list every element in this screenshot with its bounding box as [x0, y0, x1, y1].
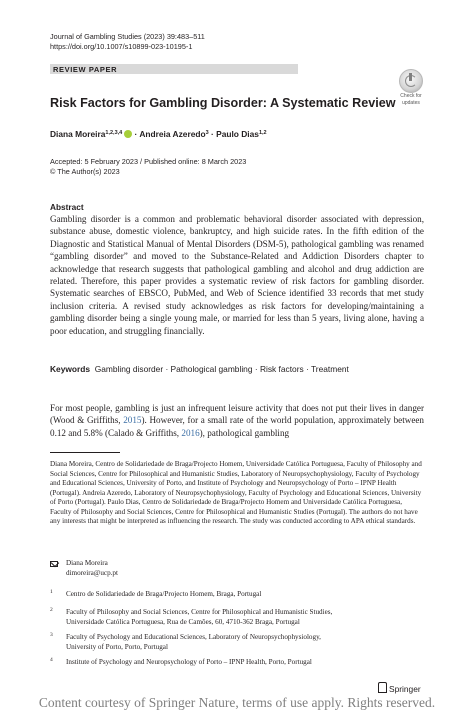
author-list	[50, 128, 267, 140]
envelope-icon	[50, 561, 58, 567]
footnote-line: University of Porto, Porto, Portugal	[66, 642, 168, 651]
journal-doi[interactable]: https://doi.org/10.1007/s10899-023-10195-1	[50, 42, 193, 51]
courtesy-notice: Content courtesy of Springer Nature, terms of use apply. Rights reserved.	[38, 695, 436, 710]
author-affiliation-marks: 3	[205, 130, 209, 136]
contact-email[interactable]: dimoreira@ucp.pt	[66, 568, 118, 577]
footnote-number: 1	[50, 589, 53, 595]
footnote-line: Universidade Católica Portuguesa, Rua de Camões, 60, 4710-362 Braga, Portugal	[66, 617, 300, 626]
citation-link[interactable]: 2015	[123, 415, 142, 426]
corresponding-author	[66, 559, 118, 578]
footnote-number: 3	[50, 632, 53, 638]
footnote-text	[66, 608, 424, 627]
author-name[interactable]: Paulo Dias	[216, 129, 259, 139]
footnote-line: Institute of Psychology and Neuropsychology of Porto – IPNP Health, Porto, Portugal	[66, 658, 312, 666]
footnote-text	[66, 633, 424, 652]
abstract-text: Gambling disorder is a common and problematic behavioral disorder associated with depression, substance abuse, domestic violence, bankruptcy, and high suicide rates. In the fifth edition of the Diagnostic and Statistical Manual of Mental Disorders (DSM-5), pathological gambling was renamed “gambling disorder” and moved to the Substance-Related and Addiction Disorders chapter to acknowledge that research suggests that pathological gambling and alcohol and drug addiction are related. Therefore, this paper provides a systematic review of risk factors for gambling disorder. Systematic searches of EBSCO, PubMed, and Web of Science identified 33 records that met study inclusion criteria. A revised study acknowledges as risk factors for developing/maintaining a gambling disorder being a single young male, or married for less than 5 years, living alone, having a poor education, and struggling financially.	[50, 214, 424, 336]
footnote-line: Centro de Solidariedade de Braga/Projecto Homem, Braga, Portugal	[66, 590, 262, 598]
springer-horse-icon	[378, 682, 387, 693]
footnote-number: 2	[50, 607, 53, 613]
accepted-published-dates: Accepted: 5 February 2023 / Published online: 8 March 2023	[50, 157, 247, 166]
author-affiliation-marks: 1,2,3,4	[105, 130, 123, 136]
footnote-number: 4	[50, 657, 53, 663]
author-separator: ·	[132, 129, 140, 139]
badge-line-1: Check for	[400, 93, 422, 99]
footnote-line: Faculty of Philosophy and Social Sciences, Centre for Philosophical and Humanistic Studies,	[66, 608, 333, 616]
publication-dates	[50, 157, 246, 177]
journal-citation: Journal of Gambling Studies (2023) 39:483–511	[50, 32, 205, 41]
footnote-divider	[50, 452, 120, 453]
author-separator: ·	[208, 129, 217, 139]
keywords	[50, 363, 349, 375]
keywords-list: Gambling disorder · Pathological gambling · Risk factors · Treatment	[94, 364, 349, 374]
publisher-name: Springer	[389, 684, 421, 694]
body-paragraph	[50, 402, 424, 439]
body-text-segment: For most people, gambling is just an infrequent leisure activity that does not put their lives in danger (Wood & Griffiths,	[50, 403, 424, 426]
check-for-updates-badge[interactable]	[395, 69, 427, 107]
section-label: REVIEW PAPER	[53, 65, 118, 74]
body-text-segment: ), pathological gambling	[199, 427, 290, 438]
author-affiliation-marks: 1,2	[258, 130, 267, 136]
citation-link[interactable]: 2016	[181, 427, 200, 438]
keywords-label: Keywords	[50, 364, 91, 374]
footnote-line: Faculty of Psychology and Educational Sciences, Laboratory of Neuropsychophysiology,	[66, 633, 321, 641]
publisher-logo	[378, 682, 421, 694]
author-name[interactable]: Andreia Azeredo	[139, 129, 206, 139]
journal-header	[50, 32, 205, 52]
affiliation-note: Diana Moreira, Centro de Solidariedade de Braga/Projecto Homem, Universidade Católica Portuguesa, Faculty of Philosophy and Social Sciences, Centre for Philosophical and Humanistic Studies, Laboratory of Neuropsychophysiology, Faculty of Psychology and Educational Sciences, University of Porto, and Institute of Psychology and Neuropsychology of Porto – IPNP Health (Portugal). Andreia Azeredo, Laboratory of Neuropsychophysiology, Faculty of Psychology and Educational Sciences, University of Porto (Portugal). Paulo Dias, Centro de Solidariedade de Braga/Projecto Homem and Universidade Católica Portuguesa, Faculty of Philosophy and Social Sciences, Centre for Philosophical and Humanistic Studies (Portugal). The authors do not have any interests that might be interpreted as influencing the research. The study was conducted according to APA ethical standards.	[50, 460, 422, 525]
copyright-line: © The Author(s) 2023	[50, 167, 120, 176]
abstract-heading: Abstract	[50, 202, 84, 212]
paper-title: Risk Factors for Gambling Disorder: A Systematic Review	[50, 96, 396, 110]
footnote-text	[66, 658, 424, 668]
footnote-text	[66, 590, 424, 600]
crossmark-icon	[399, 69, 423, 93]
body-text-segment: ). However, for a small rate of the world population, approximately between 0.12 and 5.8% (Calado & Griffiths,	[50, 415, 424, 438]
badge-line-2: updates	[402, 99, 420, 106]
author-name[interactable]: Diana Moreira	[50, 129, 106, 139]
contact-name: Diana Moreira	[66, 559, 108, 567]
